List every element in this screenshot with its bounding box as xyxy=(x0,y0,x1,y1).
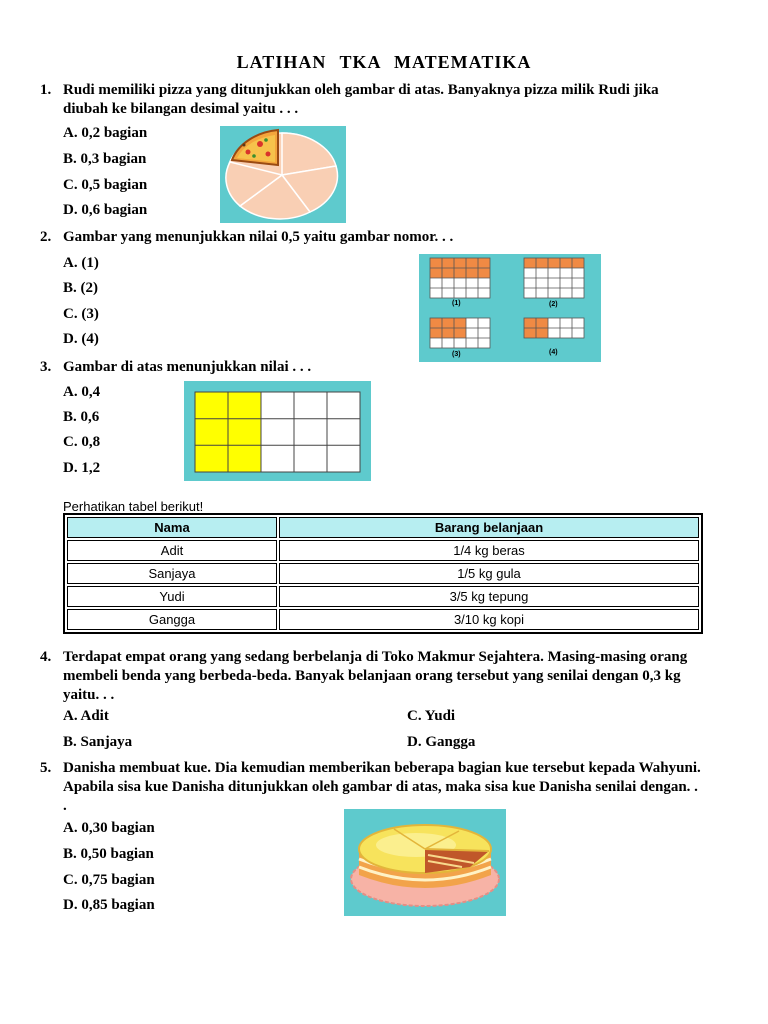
q5-option-c[interactable]: C. 0,75 bagian xyxy=(63,872,155,888)
question-5-number: 5. xyxy=(40,760,52,776)
q1-option-a[interactable]: A. 0,2 bagian xyxy=(63,125,148,141)
question-3-text: Gambar di atas menunjukkan nilai . . . xyxy=(63,359,312,375)
yellow-grid-figure xyxy=(184,381,371,481)
grid-label-3: (3) xyxy=(452,351,461,358)
fraction-grids-figure xyxy=(419,254,601,362)
q2-option-b[interactable]: B. (2) xyxy=(63,280,98,296)
q1-option-c[interactable]: C. 0,5 bagian xyxy=(63,177,148,193)
cell-name: Yudi xyxy=(67,586,277,607)
q4-option-a[interactable]: A. Adit xyxy=(63,708,109,724)
q2-option-d[interactable]: D. (4) xyxy=(63,331,99,347)
table-caption: Perhatikan tabel berikut! xyxy=(63,499,204,514)
cell-item: 1/4 kg beras xyxy=(279,540,699,561)
q4-option-c[interactable]: C. Yudi xyxy=(407,708,456,724)
cell-item: 1/5 kg gula xyxy=(279,563,699,584)
q2-option-c[interactable]: C. (3) xyxy=(63,306,99,322)
question-2-number: 2. xyxy=(40,229,52,245)
table-header-row xyxy=(67,517,699,538)
table-row xyxy=(67,540,699,561)
q1-option-d[interactable]: D. 0,6 bagian xyxy=(63,202,148,218)
cell-item: 3/5 kg tepung xyxy=(279,586,699,607)
grid-label-4: (4) xyxy=(549,349,558,356)
q1-option-b[interactable]: B. 0,3 bagian xyxy=(63,151,147,167)
fraction-grid-4 xyxy=(524,318,584,338)
question-1-number: 1. xyxy=(40,82,52,98)
q4-option-b[interactable]: B. Sanjaya xyxy=(63,734,133,750)
grid-label-2: (2) xyxy=(549,301,558,308)
question-4-number: 4. xyxy=(40,649,52,665)
table-row xyxy=(67,609,699,630)
fraction-grid-1 xyxy=(430,258,490,298)
table-row xyxy=(67,586,699,607)
cell-name: Gangga xyxy=(67,609,277,630)
q3-option-c[interactable]: C. 0,8 xyxy=(63,434,101,450)
pizza-icon xyxy=(220,126,346,223)
header-barang: Barang belanjaan xyxy=(279,517,699,538)
q3-option-a[interactable]: A. 0,4 xyxy=(63,384,101,400)
fraction-grids-svg xyxy=(419,254,601,362)
cake-icon xyxy=(344,809,506,916)
question-5-text: Danisha membuat kue. Dia kemudian memberikan beberapa bagian kue tersebut kepada Wahyuni. Apabila sisa kue Danisha ditunjukkan oleh gambar di atas, maka sisa kue Danisha senilai dengan. . . xyxy=(63,760,701,814)
question-3-number: 3. xyxy=(40,359,52,375)
q2-option-a[interactable]: A. (1) xyxy=(63,255,99,271)
q5-option-a[interactable]: A. 0,30 bagian xyxy=(63,820,155,836)
grid-label-1: (1) xyxy=(452,300,461,307)
q5-option-d[interactable]: D. 0,85 bagian xyxy=(63,897,155,913)
q3-option-b[interactable]: B. 0,6 xyxy=(63,409,100,425)
question-1-text: Rudi memiliki pizza yang ditunjukkan oleh gambar di atas. Banyaknya pizza milik Rudi jika diubah ke bilangan desimal yaitu . . . xyxy=(63,82,659,117)
cell-name: Adit xyxy=(67,540,277,561)
table-row xyxy=(67,563,699,584)
question-2-text: Gambar yang menunjukkan nilai 0,5 yaitu gambar nomor. . . xyxy=(63,229,454,245)
cell-item: 3/10 kg kopi xyxy=(279,609,699,630)
worksheet-title: LATIHAN TKA MATEMATIKA xyxy=(236,52,532,72)
q3-option-d[interactable]: D. 1,2 xyxy=(63,460,101,476)
pizza-figure xyxy=(220,126,346,223)
q5-option-b[interactable]: B. 0,50 bagian xyxy=(63,846,154,862)
q4-option-d[interactable]: D. Gangga xyxy=(407,734,476,750)
shopping-table xyxy=(63,513,703,634)
cake-figure xyxy=(344,809,506,916)
header-nama: Nama xyxy=(67,517,277,538)
fraction-grid-3 xyxy=(430,318,490,348)
fraction-grid-2 xyxy=(524,258,584,298)
yellow-grid-svg xyxy=(184,381,371,481)
question-4-text: Terdapat empat orang yang sedang berbelanja di Toko Makmur Sejahtera. Masing-masing orang membeli benda yang berbeda-beda. Banyak belanjaan orang tersebut yang senilai dengan 0,3 kg yaitu. . . xyxy=(63,649,688,703)
cell-name: Sanjaya xyxy=(67,563,277,584)
